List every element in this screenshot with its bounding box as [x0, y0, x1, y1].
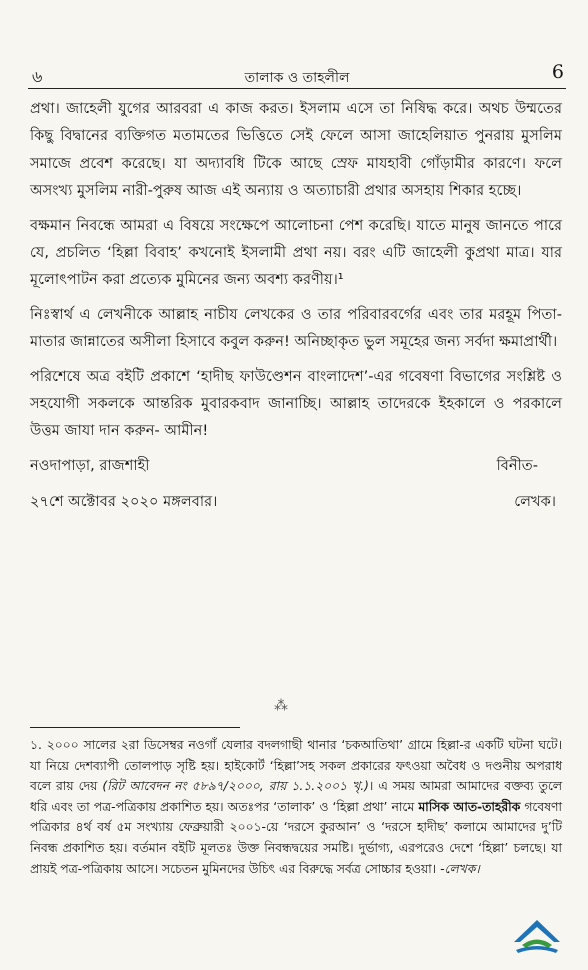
footnote-text-1: ১. ২০০০ সালের ২রা ডিসেম্বর নওগাঁ যেলার বদলগাছী থানার ‘চকআতিথা’ গ্রামে হিল্লা-র একটি ঘটনা ঘটে। যা নিয়ে দেশব্যাপী তোলপাড় সৃষ্টি হয়। হাইকোর্ট ‘হিল্লা’সহ সকল প্রকারের ফৎওয়া অবৈধ ও দণ্ডনীয় অপরাধ বলে রায় দেয়: [30, 738, 562, 794]
footnote-magazine: মাসিক আত-তাহরীক: [418, 799, 521, 814]
footnote-text-2: । এ সময় আমরা আমাদের বক্তব্য তুলে ধরি এবং তা পত্র-পত্রিকায় প্রকাশিত হয়। অতঃপর ‘তালাক’ ও ‘হিল্লা প্রথা’ নামে: [30, 779, 562, 814]
footnote-divider: [30, 727, 240, 728]
paragraph-1: প্রথা। জাহেলী যুগের আরবরা এ কাজ করত। ইসলাম এসে তা নিষিদ্ধ করে। অথচ উম্মতের কিছু বিদ্বানের ব্যক্তিগত মতামতের ভিত্তিতে সেই ফেলে আসা জাহেলিয়াত পুনরায় মুসলিম সমাজে প্রবেশ করেছে। যা অদ্যাবধি টিকে আছে স্রেফ মাযহাবী গোঁড়ামীর কারণে। ফলে অসংখ্য মুসলিম নারী-পুরুষ আজ এই অন্যায় ও অত্যাচারী প্রথার অসহায় শিকার হচ্ছে।: [30, 100, 562, 200]
page-number: 6: [551, 61, 564, 83]
running-header: [28, 61, 566, 89]
publisher-logo-icon: [508, 912, 566, 956]
paragraph-3: নিঃস্বার্থ এ লেখনীকে আল্লাহ নাচীয লেখকের ও তার পরিবারবর্গের এবং তার মরহূম পিতা-মাতার জান্নাতের অসীলা হিসাবে কবুল করুন! অনিচ্ছাকৃত ভুল সমূহের জন্য সর্বদা ক্ষমাপ্রার্থী।: [30, 305, 562, 351]
page-number-bengali: ৬: [32, 67, 43, 86]
running-title: তালাক ও তাহলীল: [244, 70, 350, 86]
signature-line-2: [30, 488, 562, 516]
author-text: লেখক।: [514, 492, 556, 510]
section-ornament: ⁂: [274, 698, 288, 714]
paragraph-4: পরিশেষে অত্র বইটি প্রকাশে ‘হাদীছ ফাউণ্ডেশন বাংলাদেশ’-এর গবেষণা বিভাগের সংশ্লিষ্ট ও সহযোগী সকলকে আন্তরিক মুবারকবাদ জানাচ্ছি। আল্লাহ তাদেরকে ইহকালে ও পরকালে উত্তম জাযা দান করুন- আমীন!: [30, 367, 562, 440]
main-text: [30, 95, 562, 516]
signature-line-1: [30, 452, 562, 480]
footnote-sign: -লেখক।: [440, 861, 480, 876]
place-text: নওদাপাড়া, রাজশাহী: [30, 456, 150, 474]
footnote-1: [30, 735, 562, 879]
paragraph-2: বক্ষমান নিবন্ধে আমরা এ বিষয়ে সংক্ষেপে আলোচনা পেশ করেছি। যাতে মানুষ জানতে পারে যে, প্রচলিত ‘হিল্লা বিবাহ’ কখনোই ইসলামী প্রথা নয়। বরং এটি জাহেলী কুপ্রথা মাত্র। যার মূলোৎপাটন করা প্রত্যেক মুমিনের জন্য অবশ্য করণীয়।¹: [30, 216, 562, 289]
date-text: ২৭শে অক্টোবর ২০২০ মঙ্গলবার।: [30, 492, 218, 510]
footnote-text-3: গবেষণা পত্রিকার ৪র্থ বর্ষ ৫ম সংখ্যায় ফেব্রুয়ারী ২০০১-য়ে ‘দরসে কুরআন’ ও ‘দরসে হাদীছ’ কলামে আমাদের দু’টি নিবন্ধ প্রকাশিত হয়। বর্তমান বইটি মূলতঃ উক্ত নিবন্ধদ্বয়ের সমষ্টি। দুর্ভাগ্য, এরপরেও দেশে ‘হিল্লা’ চলছে। যা প্রায়ই পত্র-পত্রিকায় আসে। সচেতন মুমিনদের উচিৎ এর বিরুদ্ধে সর্বত্র সোচ্চার হওয়া।: [30, 799, 562, 876]
closing-text: বিনীত-: [496, 456, 538, 474]
footnote-citation: (রিট আবেদন নং ৫৮৯৭/২০০০, রায় ১.১.২০০১ খৃ.): [102, 779, 369, 794]
